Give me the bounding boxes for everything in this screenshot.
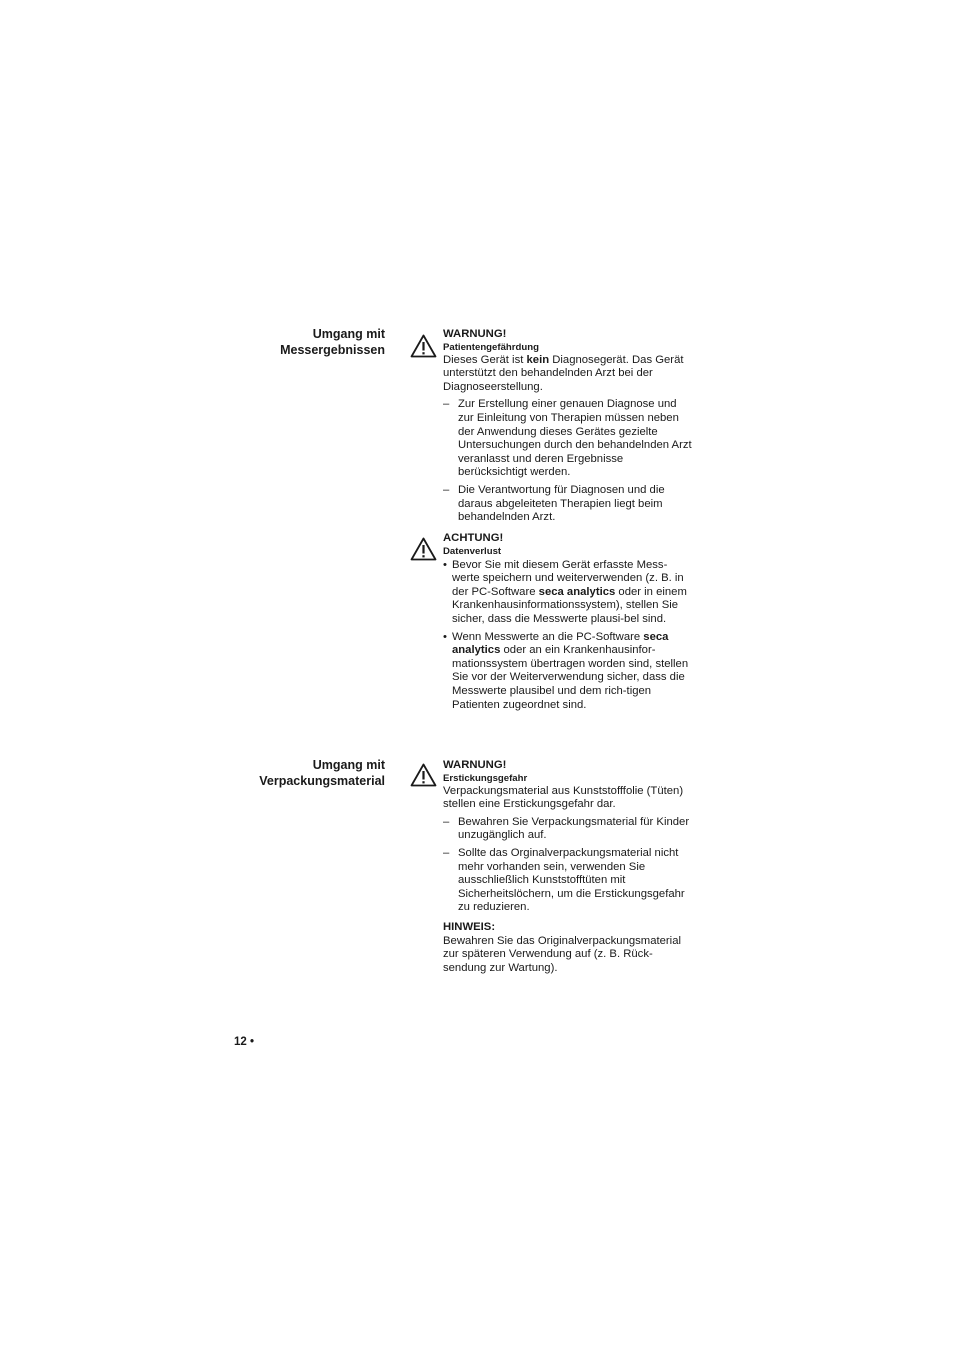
list-item: – Zur Erstellung einer genauen Diagnose und zur Einleitung von Therapien müssen neben der Anwendung dieses Gerätes gezielte Untersuchungen durch den behandelnden Arzt veranlasst und deren Ergebnisse berücksichtigt werden. bbox=[443, 398, 693, 480]
warning-intro bbox=[443, 354, 693, 395]
warning-triangle-icon bbox=[410, 763, 437, 787]
intro-text-rest: Diagnosegerät. Das Gerät unterstützt den behandelnden Arzt bei der Diagnoseerstellung. bbox=[443, 353, 684, 393]
bullet-bold: seca analytics bbox=[538, 585, 616, 598]
warning-triangle-icon bbox=[410, 334, 437, 358]
caution-label: ACHTUNG! bbox=[443, 532, 504, 544]
note-label: HINWEIS: bbox=[443, 920, 496, 933]
section-title-line2: Verpackungsmaterial bbox=[259, 774, 385, 788]
intro-text: Dieses Gerät ist bbox=[443, 353, 527, 366]
list-item: – Die Verantwortung für Diagnosen und die daraus abgeleiteten Therapien liegt beim behandelnden Arzt. bbox=[443, 484, 693, 525]
warning-label: WARNUNG! bbox=[443, 328, 507, 340]
warning-block-patient bbox=[443, 328, 693, 525]
warning-triangle-icon bbox=[410, 537, 437, 561]
warning-block-suffocation bbox=[443, 759, 693, 975]
section-title-line2: Messergebnissen bbox=[280, 343, 385, 357]
bullet-text-rest: oder in einem Krankenhausinformationssystem), stellen Sie sicher, dass die Messwerte plausi-bel sind. bbox=[452, 585, 687, 625]
bullet-text: Bevor Sie mit diesem Gerät erfasste Mess-werte speichern und weiterverwenden (z. B. in der PC-Software bbox=[452, 558, 684, 598]
page-number: 12 • bbox=[234, 1036, 255, 1048]
bullet-bold: seca analytics bbox=[452, 630, 669, 657]
section-title-verpackung bbox=[185, 757, 385, 789]
section-title-line1: Umgang mit bbox=[312, 327, 385, 341]
section-title-line1: Umgang mit bbox=[312, 758, 385, 772]
intro-bold: kein bbox=[526, 353, 550, 366]
caution-block-data bbox=[443, 532, 693, 712]
list-item: – Bewahren Sie Verpackungsmaterial für Kinder unzugänglich auf. bbox=[443, 816, 693, 843]
list-item bbox=[443, 559, 693, 627]
list-item bbox=[443, 631, 693, 713]
bullet-text-rest: oder an ein Krankenhausinfor-mationssystem übertragen worden sind, stellen Sie vor der Weiterverwendung sicher, dass die Messwerte plausibel und dem rich-tigen Patienten zugeordnet sind. bbox=[452, 644, 689, 711]
warning-intro: Verpackungsmaterial aus Kunststofffolie (Tüten) stellen eine Erstickungsgefahr dar. bbox=[443, 784, 684, 811]
warning-subtitle: Erstickungsgefahr bbox=[443, 772, 528, 784]
section-title-messergebnisse bbox=[185, 326, 385, 358]
note-text: Bewahren Sie das Originalverpackungsmaterial zur späteren Verwendung auf (z. B. Rück-sendung zur Wartung). bbox=[443, 934, 681, 974]
caution-subtitle: Datenverlust bbox=[443, 545, 502, 557]
warning-subtitle: Patientengefährdung bbox=[443, 341, 539, 353]
bullet-text: Wenn Messwerte an die PC-Software bbox=[452, 630, 644, 643]
list-item: – Sollte das Orginalverpackungsmaterial nicht mehr vorhanden sein, verwenden Sie ausschließlich Kunststofftüten mit Sicherheitslöchern, um die Erstickungsgefahr zu reduzieren. bbox=[443, 847, 693, 915]
warning-label: WARNUNG! bbox=[443, 759, 507, 771]
